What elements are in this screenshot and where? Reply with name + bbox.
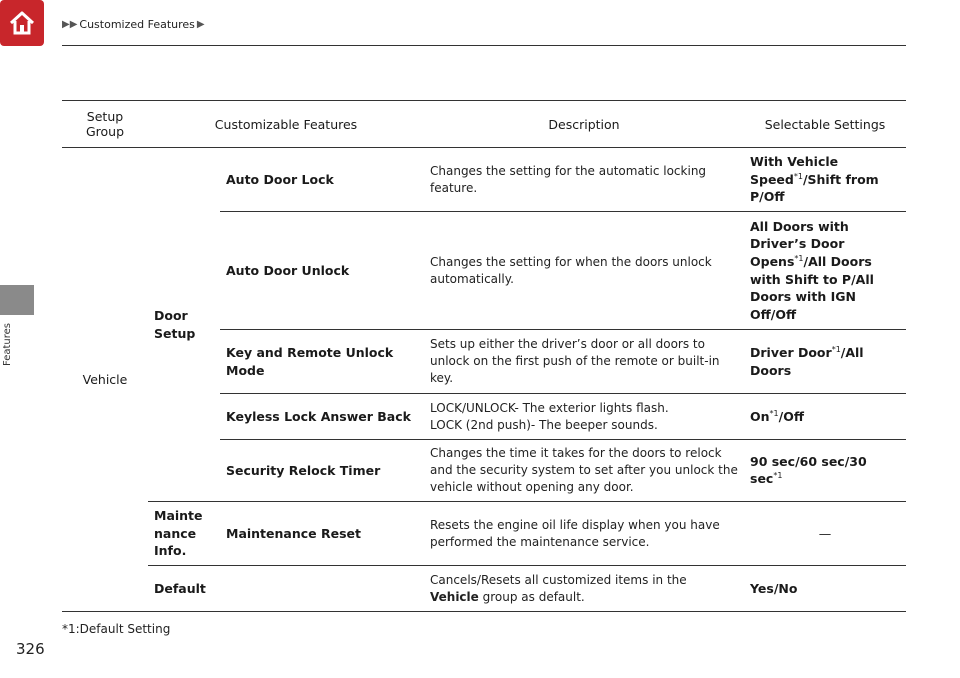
feature-description: Resets the engine oil life display when you have performed the maintenance service.: [424, 502, 744, 566]
table-row: [62, 566, 906, 612]
footnote: *1:Default Setting: [62, 622, 171, 636]
feature-description: Changes the setting for when the doors unlock automatically.: [424, 212, 744, 330]
feature-name: Security Relock Timer: [220, 440, 424, 502]
header-setup-group: Setup Group: [62, 101, 148, 148]
subgroup-default: Default: [148, 566, 424, 612]
feature-settings: —: [744, 502, 906, 566]
section-tab[interactable]: [0, 285, 34, 315]
header-description: Description: [424, 101, 744, 148]
feature-settings: Driver Door$^{*1}$/All Doors: [744, 330, 906, 394]
subgroup-maintenance-info: Mainte nance Info.: [148, 502, 220, 566]
setup-group-cell: Vehicle: [62, 148, 148, 612]
feature-settings: Yes/No: [744, 566, 906, 612]
feature-name: Auto Door Unlock: [220, 212, 424, 330]
feature-name: Maintenance Reset: [220, 502, 424, 566]
home-icon: [7, 8, 37, 38]
home-button[interactable]: [0, 0, 44, 46]
feature-description: Changes the time it takes for the doors to relock and the security system to set after you unlock the vehicle without opening any door.: [424, 440, 744, 502]
feature-description: Cancels/Resets all customized items in the Vehicle group as default.: [424, 566, 744, 612]
header-divider: [62, 45, 906, 46]
table-header-row: [62, 101, 906, 148]
feature-description: Changes the setting for the automatic locking feature.: [424, 148, 744, 212]
feature-name: Keyless Lock Answer Back: [220, 394, 424, 440]
breadcrumb: [62, 18, 205, 31]
header-selectable-settings: Selectable Settings: [744, 101, 906, 148]
feature-settings: 90 sec/60 sec/30 $\sec^{*1}$: [744, 440, 906, 502]
breadcrumb-section[interactable]: Customized Features: [79, 18, 195, 31]
feature-description: Sets up either the driver’s door or all doors to unlock on the first push of the remote or built-in key.: [424, 330, 744, 394]
customized-features-table: [62, 100, 906, 612]
subgroup-door-setup: Door Setup: [148, 148, 220, 502]
table-row: [62, 502, 906, 566]
header-customizable-features: Customizable Features: [148, 101, 424, 148]
table-row: [62, 148, 906, 212]
feature-settings: With Vehicle Speed$^{*1}$/Shift from P/Off: [744, 148, 906, 212]
feature-settings: On$^{*1}$/Off: [744, 394, 906, 440]
chevron-right-icon: ▶: [196, 19, 205, 30]
page-number: 326: [16, 640, 45, 658]
feature-name: Auto Door Lock: [220, 148, 424, 212]
feature-settings: All Doors with Driver’s Door Opens$^{*1}$/All Doors with Shift to P/All Doors with IGN Off/Off: [744, 212, 906, 330]
chevron-right-icon: ▶▶: [62, 19, 78, 30]
sidebar-label: Features: [2, 323, 13, 367]
feature-name: Key and Remote Unlock Mode: [220, 330, 424, 394]
feature-description: LOCK/UNLOCK- The exterior lights flash. LOCK (2nd push)- The beeper sounds.: [424, 394, 744, 440]
